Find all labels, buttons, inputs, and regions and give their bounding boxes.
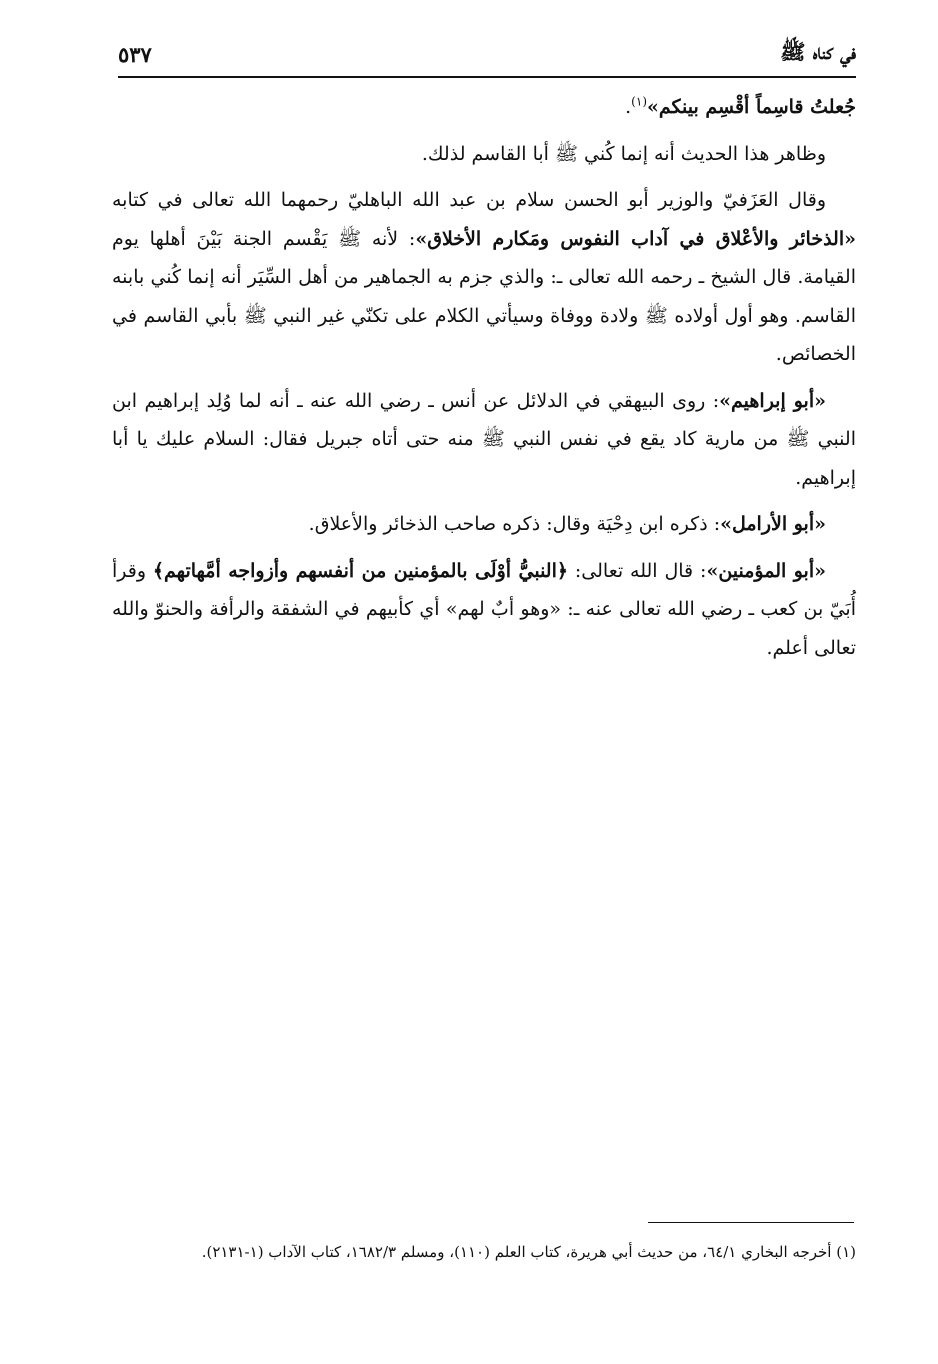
paragraph-6-text-b: وقرأ أُبَيّ بن كعب ـ رضي الله تعالى عنه ـ: «وهو أبٌ لهم» أي كأبيهم في الشفقة والرأفة والحنوّ والله تعالى أعلم. bbox=[112, 559, 856, 659]
quran-verse: ﴿النبيُّ أوْلَى بالمؤمنين من أنفسهم وأزواجه أمَّهاتهم﴾ bbox=[152, 559, 569, 582]
header-rule bbox=[118, 76, 856, 78]
kunya-heading-abu-ibrahim: «أبو إبراهيم» bbox=[719, 389, 826, 412]
page-number: ٥٣٧ bbox=[118, 41, 152, 67]
paragraph-4 bbox=[112, 382, 856, 498]
kunya-heading-abu-al-muminin: «أبو المؤمنين» bbox=[706, 559, 826, 582]
paragraph-3-rest: : لأنه ﷺ يَقْسم الجنة بَيْنَ أهلها يوم القيامة. قال الشيخ ـ رحمه الله تعالى ـ: والذي جزم به الجماهير من أهل السِّيَر أنه إنما كُني بابنه القاسم. وهو أول أولاده ﷺ ولادة ووفاة وسيأتي الكلام على تكنّي غير النبي ﷺ بأبي القاسم في الخصائص. bbox=[112, 227, 856, 365]
paragraph-5-text: : ذكره ابن دِحْيَة وقال: ذكره صاحب الذخائر والأعلاق. bbox=[308, 513, 721, 535]
page-header bbox=[118, 34, 856, 74]
footnote-rule bbox=[648, 1222, 854, 1223]
paragraph-4-text: : روى البيهقي في الدلائل عن أنس ـ رضي الله عنه ـ أنه لما وُلِد إبراهيم ابن النبي ﷺ من مارية كاد يقع في نفس النبي ﷺ منه حتى أتاه جبريل فقال: السلام عليك يا أبا إبراهيم. bbox=[112, 389, 856, 489]
paragraph-2: وظاهر هذا الحديث أنه إنما كُني ﷺ أبا القاسم لذلك. bbox=[421, 142, 826, 165]
paragraph-5 bbox=[112, 505, 856, 544]
kunya-heading-abu-al-aramil: «أبو الأرامل» bbox=[720, 513, 826, 535]
footnote: (١) أخرجه البخاري ٦٤/١، من حديث أبي هريرة، كتاب العلم (١١٠)، ومسلم ١٦٨٢/٣، كتاب الآداب (١-٢١٣١). bbox=[201, 1243, 856, 1261]
page-body bbox=[112, 88, 856, 675]
paragraph-6-text-a: : قال الله تعالى: bbox=[568, 559, 707, 582]
paragraph-3 bbox=[112, 181, 856, 374]
paragraph-1 bbox=[112, 88, 856, 127]
footnote-ref: (١) bbox=[631, 94, 647, 109]
book-title: «الذخائر والأعْلاق في آداب النفوس ومَكارم الأخلاق» bbox=[415, 227, 856, 250]
paragraph-3-intro: وقال العَزَفيّ والوزير أبو الحسن سلام بن عبد الله الباهليّ رحمهما الله تعالى في كتابه bbox=[112, 189, 826, 211]
hadith-quote: جُعلتُ قاسِماً أقْسِم بينكم» bbox=[647, 96, 856, 118]
paragraph-1-end: . bbox=[625, 96, 632, 118]
running-title: في كناه ﷺ bbox=[780, 38, 856, 64]
paragraph-6 bbox=[112, 552, 856, 668]
